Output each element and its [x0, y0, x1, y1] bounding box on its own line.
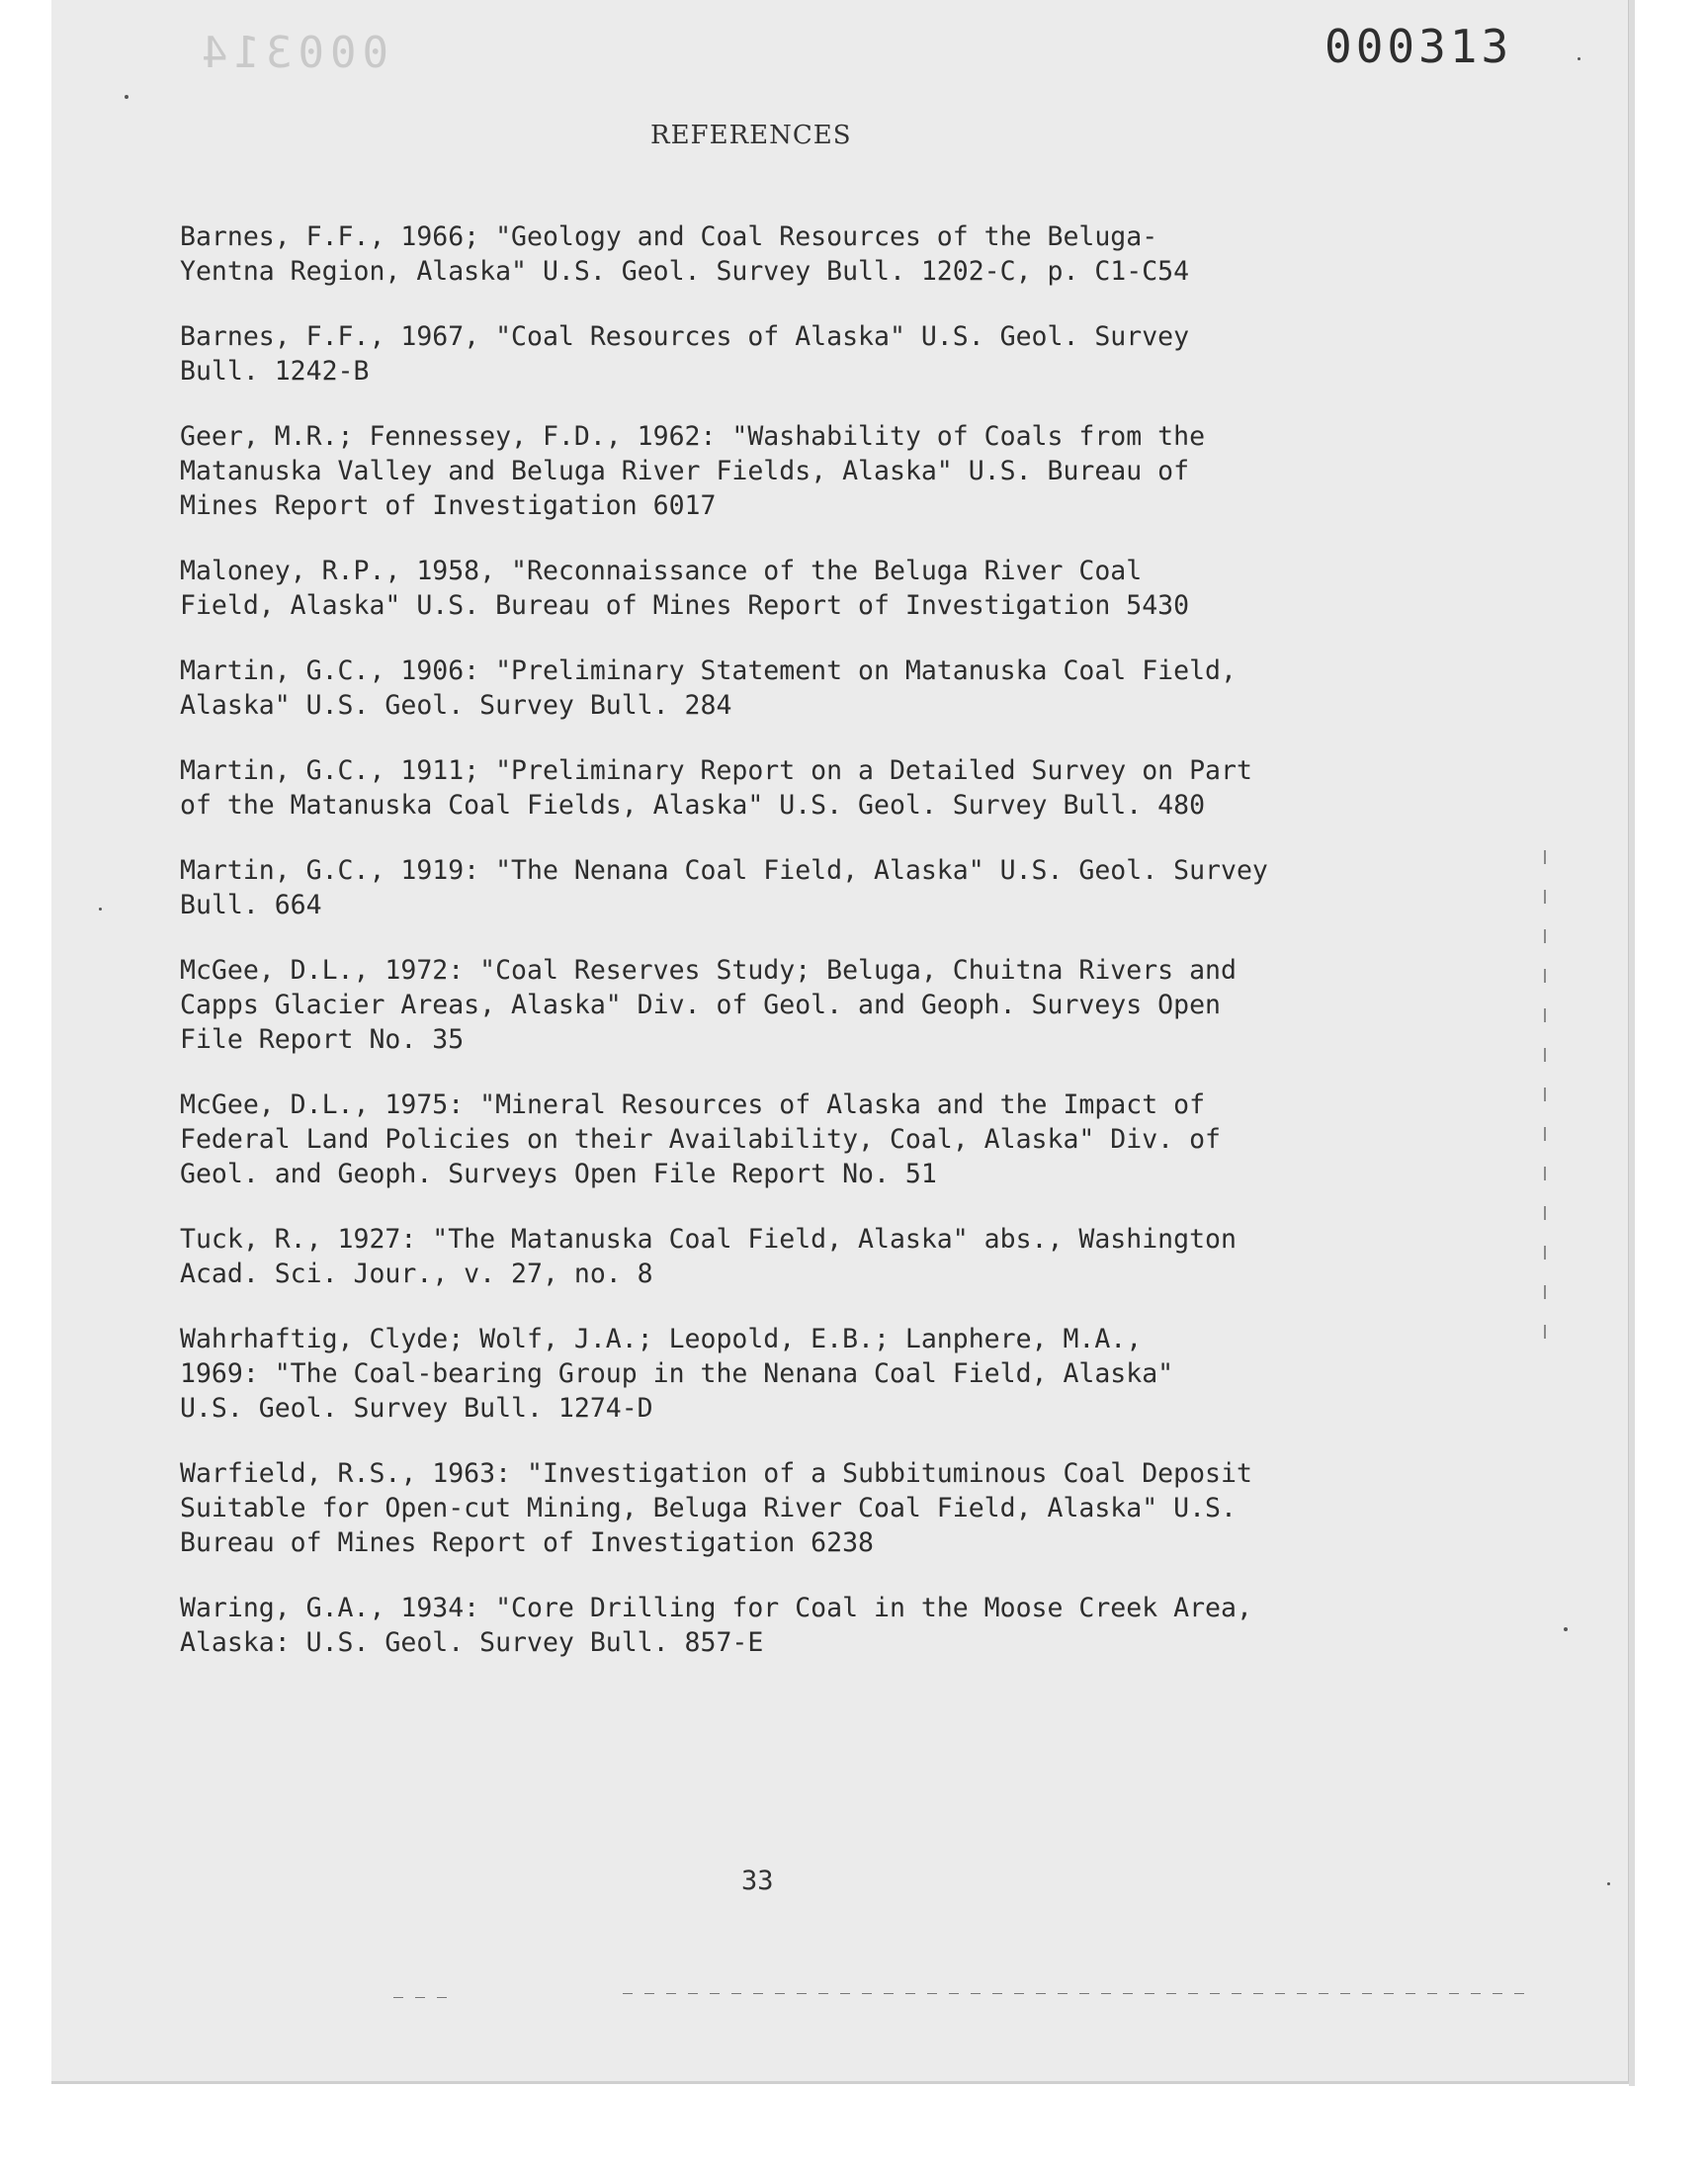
reference-line: Bureau of Mines Report of Investigation 6238	[180, 1527, 874, 1558]
page-edge-shadow	[1629, 0, 1635, 2086]
reference-entry	[180, 1222, 1415, 1291]
reference-line: Bull. 664	[180, 890, 322, 920]
reference-line: Martin, G.C., 1919: "The Nenana Coal Field, Alaska" U.S. Geol. Survey	[180, 855, 1268, 886]
reference-entry	[180, 1591, 1415, 1660]
reference-line: Tuck, R., 1927: "The Matanuska Coal Field, Alaska" abs., Washington	[180, 1224, 1237, 1255]
reference-line: Federal Land Policies on their Availability, Coal, Alaska" Div. of	[180, 1124, 1221, 1155]
reference-line: Martin, G.C., 1911; "Preliminary Report on a Detailed Survey on Part	[180, 755, 1252, 786]
scan-speck	[1564, 1627, 1568, 1631]
reference-line: Field, Alaska" U.S. Bureau of Mines Report of Investigation 5430	[180, 590, 1190, 621]
reference-line: McGee, D.L., 1975: "Mineral Resources of Alaska and the Impact of	[180, 1089, 1206, 1120]
document-stamp-number: 000313	[1324, 20, 1513, 73]
reference-line: Barnes, F.F., 1966; "Geology and Coal Resources of the Beluga-	[180, 221, 1158, 252]
reference-entry	[180, 753, 1415, 823]
reference-line: File Report No. 35	[180, 1024, 465, 1055]
reference-line: Matanuska Valley and Beluga River Fields, Alaska" U.S. Bureau of	[180, 456, 1190, 486]
reference-line: Geer, M.R.; Fennessey, F.D., 1962: "Washability of Coals from the	[180, 421, 1206, 452]
reference-entry	[180, 653, 1415, 723]
scan-edge-mark	[1544, 850, 1546, 1364]
reference-entry	[180, 1322, 1415, 1426]
reference-line: Mines Report of Investigation 6017	[180, 490, 717, 521]
reference-entry	[180, 419, 1415, 523]
reference-line: McGee, D.L., 1972: "Coal Reserves Study; Beluga, Chuitna Rivers and	[180, 955, 1237, 986]
scan-dash-artifact	[393, 1997, 453, 1998]
scan-speck	[125, 95, 128, 99]
reference-entry	[180, 219, 1415, 289]
reference-line: Maloney, R.P., 1958, "Reconnaissance of the Beluga River Coal	[180, 556, 1143, 586]
scan-speck	[99, 908, 102, 911]
reference-line: Capps Glacier Areas, Alaska" Div. of Geol. and Geoph. Surveys Open	[180, 990, 1221, 1020]
scan-speck	[1607, 1882, 1610, 1885]
reference-line: Yentna Region, Alaska" U.S. Geol. Survey Bull. 1202-C, p. C1-C54	[180, 256, 1190, 287]
page-number: 33	[741, 1866, 774, 1896]
reference-line: Acad. Sci. Jour., v. 27, no. 8	[180, 1259, 653, 1289]
reference-line: Martin, G.C., 1906: "Preliminary Statement on Matanuska Coal Field,	[180, 655, 1237, 686]
reference-line: Bull. 1242-B	[180, 356, 370, 387]
reference-entry	[180, 853, 1415, 922]
reference-line: U.S. Geol. Survey Bull. 1274-D	[180, 1393, 653, 1424]
reference-line: Alaska" U.S. Geol. Survey Bull. 284	[180, 690, 732, 721]
reference-entry	[180, 1456, 1415, 1560]
reference-line: of the Matanuska Coal Fields, Alaska" U.S. Geol. Survey Bull. 480	[180, 790, 1206, 821]
reference-line: Barnes, F.F., 1967, "Coal Resources of Alaska" U.S. Geol. Survey	[180, 321, 1190, 352]
reference-line: Waring, G.A., 1934: "Core Drilling for Coal in the Moose Creek Area,	[180, 1593, 1252, 1623]
reference-entry	[180, 1088, 1415, 1191]
scan-dash-artifact	[623, 1993, 1532, 1994]
page-title: REFERENCES	[650, 121, 852, 150]
reference-line: Warfield, R.S., 1963: "Investigation of a Subbituminous Coal Deposit	[180, 1458, 1252, 1489]
reference-line: Geol. and Geoph. Surveys Open File Report No. 51	[180, 1159, 937, 1189]
scan-speck	[1578, 57, 1580, 60]
reference-line: Alaska: U.S. Geol. Survey Bull. 857-E	[180, 1627, 764, 1658]
reference-line: Wahrhaftig, Clyde; Wolf, J.A.; Leopold, E.B.; Lanphere, M.A.,	[180, 1324, 1143, 1354]
reference-line: Suitable for Open-cut Mining, Beluga River Coal Field, Alaska" U.S.	[180, 1493, 1237, 1523]
reference-entry	[180, 319, 1415, 389]
faint-bleed-through-number: 000314	[196, 28, 388, 78]
reference-list	[180, 219, 1415, 1691]
reference-line: 1969: "The Coal-bearing Group in the Nenana Coal Field, Alaska"	[180, 1358, 1174, 1389]
reference-entry	[180, 953, 1415, 1057]
reference-entry	[180, 554, 1415, 623]
